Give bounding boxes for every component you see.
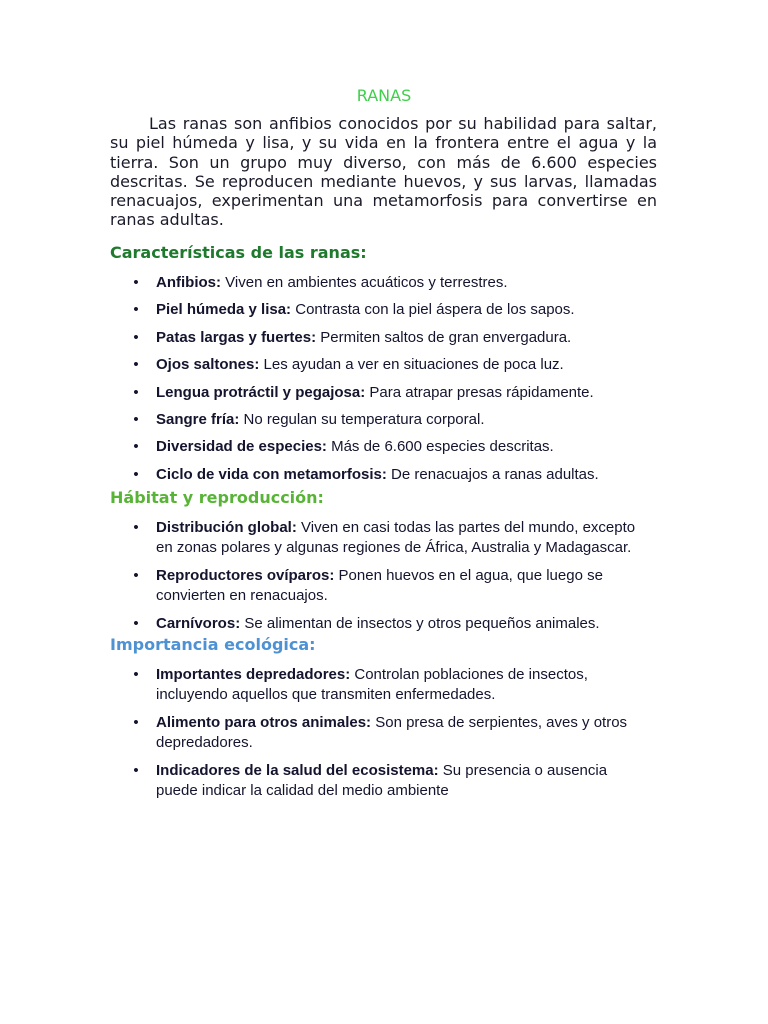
bullet-icon: • bbox=[133, 465, 139, 483]
caracteristicas-list bbox=[110, 273, 640, 492]
bullet-icon: • bbox=[133, 274, 139, 291]
list-item: • Alimento para otros animales: Son presa de serpientes, aves y otros depredadores. bbox=[110, 713, 640, 753]
bullet-icon: • bbox=[133, 714, 139, 731]
list-item: • Indicadores de la salud del ecosistema: Su presencia o ausencia puede indicar la calidad del medio ambiente bbox=[110, 761, 640, 801]
bullet-icon: • bbox=[133, 328, 139, 346]
bullet-icon: • bbox=[133, 519, 139, 536]
document-title: RANAS bbox=[356, 86, 412, 105]
bullet-icon: • bbox=[133, 356, 139, 374]
bullet-icon: • bbox=[133, 383, 139, 401]
bullet-icon: • bbox=[133, 301, 139, 319]
bullet-icon: • bbox=[133, 615, 139, 632]
list-item: • Importantes depredadores: Controlan poblaciones de insectos, incluyendo aquellos que transmiten enfermedades. bbox=[110, 665, 640, 705]
section-heading-caracteristicas: Características de las ranas: bbox=[110, 243, 367, 262]
list-item: • Distribución global: Viven en casi todas las partes del mundo, excepto en zonas polares y algunas regiones de África, Australia y Madagascar. bbox=[110, 518, 640, 558]
list-item: • Anfibios: Viven en ambientes acuáticos y terrestres. bbox=[110, 273, 640, 293]
bullet-icon: • bbox=[133, 438, 139, 456]
bullet-icon: • bbox=[133, 762, 139, 779]
list-item: • Piel húmeda y lisa: Contrasta con la piel áspera de los sapos. bbox=[110, 300, 640, 320]
list-item: • Patas largas y fuertes: Permiten saltos de gran envergadura. bbox=[110, 328, 640, 348]
list-item: • Lengua protráctil y pegajosa: Para atrapar presas rápidamente. bbox=[110, 383, 640, 403]
bullet-icon: • bbox=[133, 567, 139, 584]
section-heading-importancia: Importancia ecológica: bbox=[110, 635, 316, 654]
section-heading-habitat: Hábitat y reproducción: bbox=[110, 488, 324, 507]
list-item: • Carnívoros: Se alimentan de insectos y otros pequeños animales. bbox=[110, 614, 640, 634]
bullet-icon: • bbox=[133, 666, 139, 683]
list-item: • Sangre fría: No regulan su temperatura corporal. bbox=[110, 410, 640, 430]
intro-paragraph: Las ranas son anfibios conocidos por su habilidad para saltar, su piel húmeda y lisa, y su vida en la frontera entre el agua y la tierra. Son un grupo muy diverso, con más de 6.600 especies descritas. Se reproducen mediante huevos, y sus larvas, llamadas renacuajos, experimentan una metamorfosis para convertirse en ranas adultas. bbox=[110, 114, 657, 230]
bullet-icon: • bbox=[133, 410, 139, 428]
list-item: • Diversidad de especies: Más de 6.600 especies descritas. bbox=[110, 437, 640, 457]
list-item: • Ciclo de vida con metamorfosis: De renacuajos a ranas adultas. bbox=[110, 465, 640, 485]
list-item: • Reproductores ovíparos: Ponen huevos en el agua, que luego se convierten en renacuajos. bbox=[110, 566, 640, 606]
importancia-list bbox=[110, 665, 640, 809]
habitat-list bbox=[110, 518, 640, 642]
list-item: • Ojos saltones: Les ayudan a ver en situaciones de poca luz. bbox=[110, 355, 640, 375]
